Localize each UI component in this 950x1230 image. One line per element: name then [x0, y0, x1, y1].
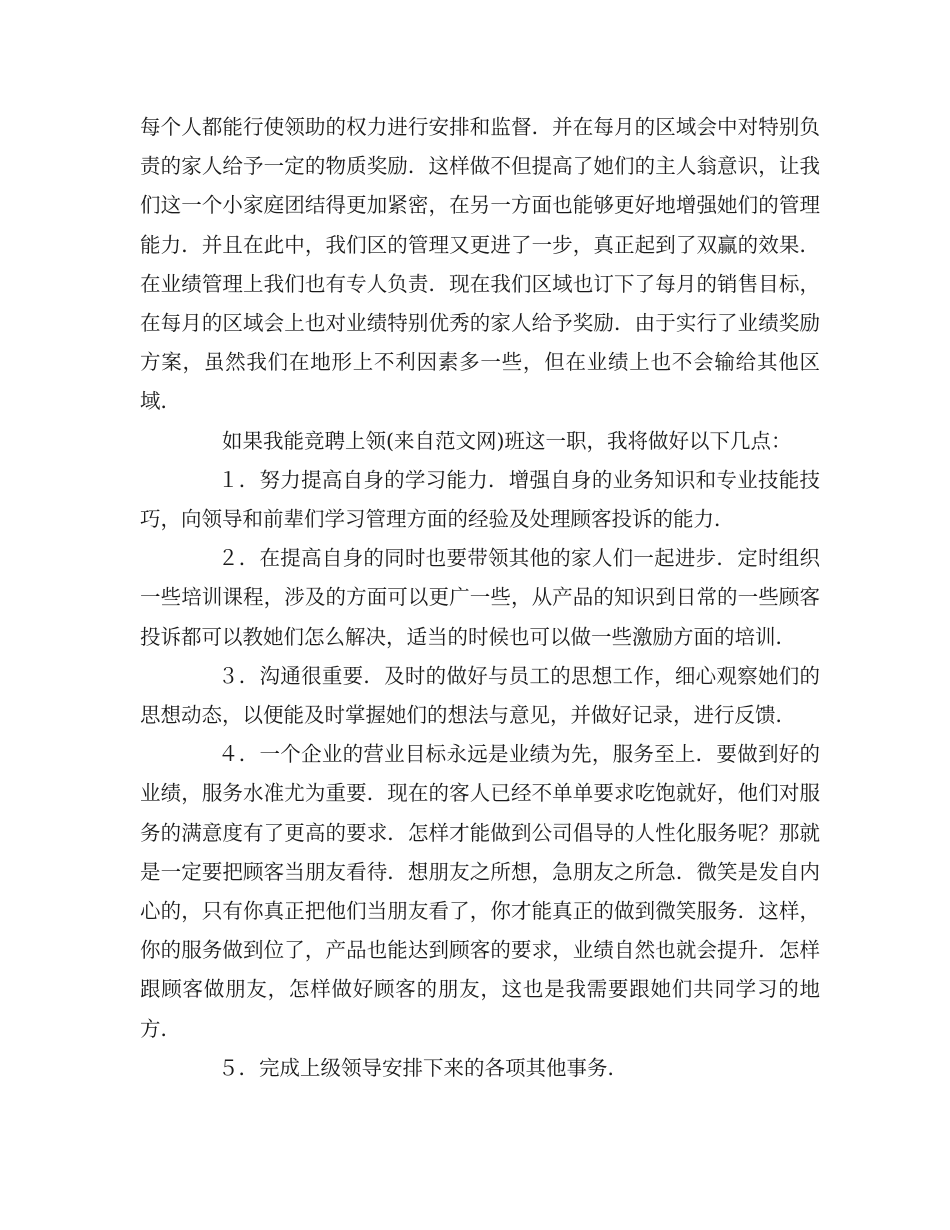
document-body	[140, 108, 820, 1088]
paragraph-point-1: １．努力提高自身的学习能力．增强自身的业务知识和专业技能技巧，向领导和前辈们学习管理方面的经验及处理顾客投诉的能力．	[140, 467, 820, 532]
paragraph-point-2: ２．在提高自身的同时也要带领其他的家人们一起进步．定时组织一些培训课程，涉及的方面可以更广一些，从产品的知识到日常的一些顾客投诉都可以教她们怎么解决，适当的时候也可以做一些激励方面的培训．	[140, 546, 820, 649]
paragraph-point-4: ４．一个企业的营业目标永远是业绩为先，服务至上．要做到好的业绩，服务水准尤为重要．现在的客人已经不单单要求吃饱就好，他们对服务的满意度有了更高的要求．怎样才能做到公司倡导的人性化服务呢？那就是一定要把顾客当朋友看待．想朋友之所想，急朋友之所急．微笑是发自内心的，只有你真正把他们当朋友看了，你才能真正的做到微笑服务．这样，你的服务做到位了，产品也能达到顾客的要求，业绩自然也就会提升．怎样跟顾客做朋友，怎样做好顾客的朋友，这也是我需要跟她们共同学习的地方．	[140, 742, 820, 1041]
paragraph-point-3: ３．沟通很重要．及时的做好与员工的思想工作，细心观察她们的思想动态，以便能及时掌握她们的想法与意见，并做好记录，进行反馈．	[140, 663, 820, 728]
paragraph-intro-points: 如果我能竞聘上领(来自范文网)班这一职，我将做好以下几点：	[222, 428, 792, 453]
paragraph-management-summary: 每个人都能行使领助的权力进行安排和监督．并在每月的区域会中对特别负责的家人给予一定的物质奖励．这样做不但提高了她们的主人翁意识，让我们这一个小家庭团结得更加紧密，在另一方面也能够更好地增强她们的管理能力．并且在此中，我们区的管理又更进了一步，真正起到了双赢的效果．在业绩管理上我们也有专人负责．现在我们区域也订下了每月的销售目标，在每月的区域会上也对业绩特别优秀的家人给予奖励．由于实行了业绩奖励方案，虽然我们在地形上不利因素多一些，但在业绩上也不会输给其他区域．	[140, 115, 820, 414]
paragraph-point-5: ５．完成上级领导安排下来的各项其他事务．	[218, 1055, 628, 1080]
